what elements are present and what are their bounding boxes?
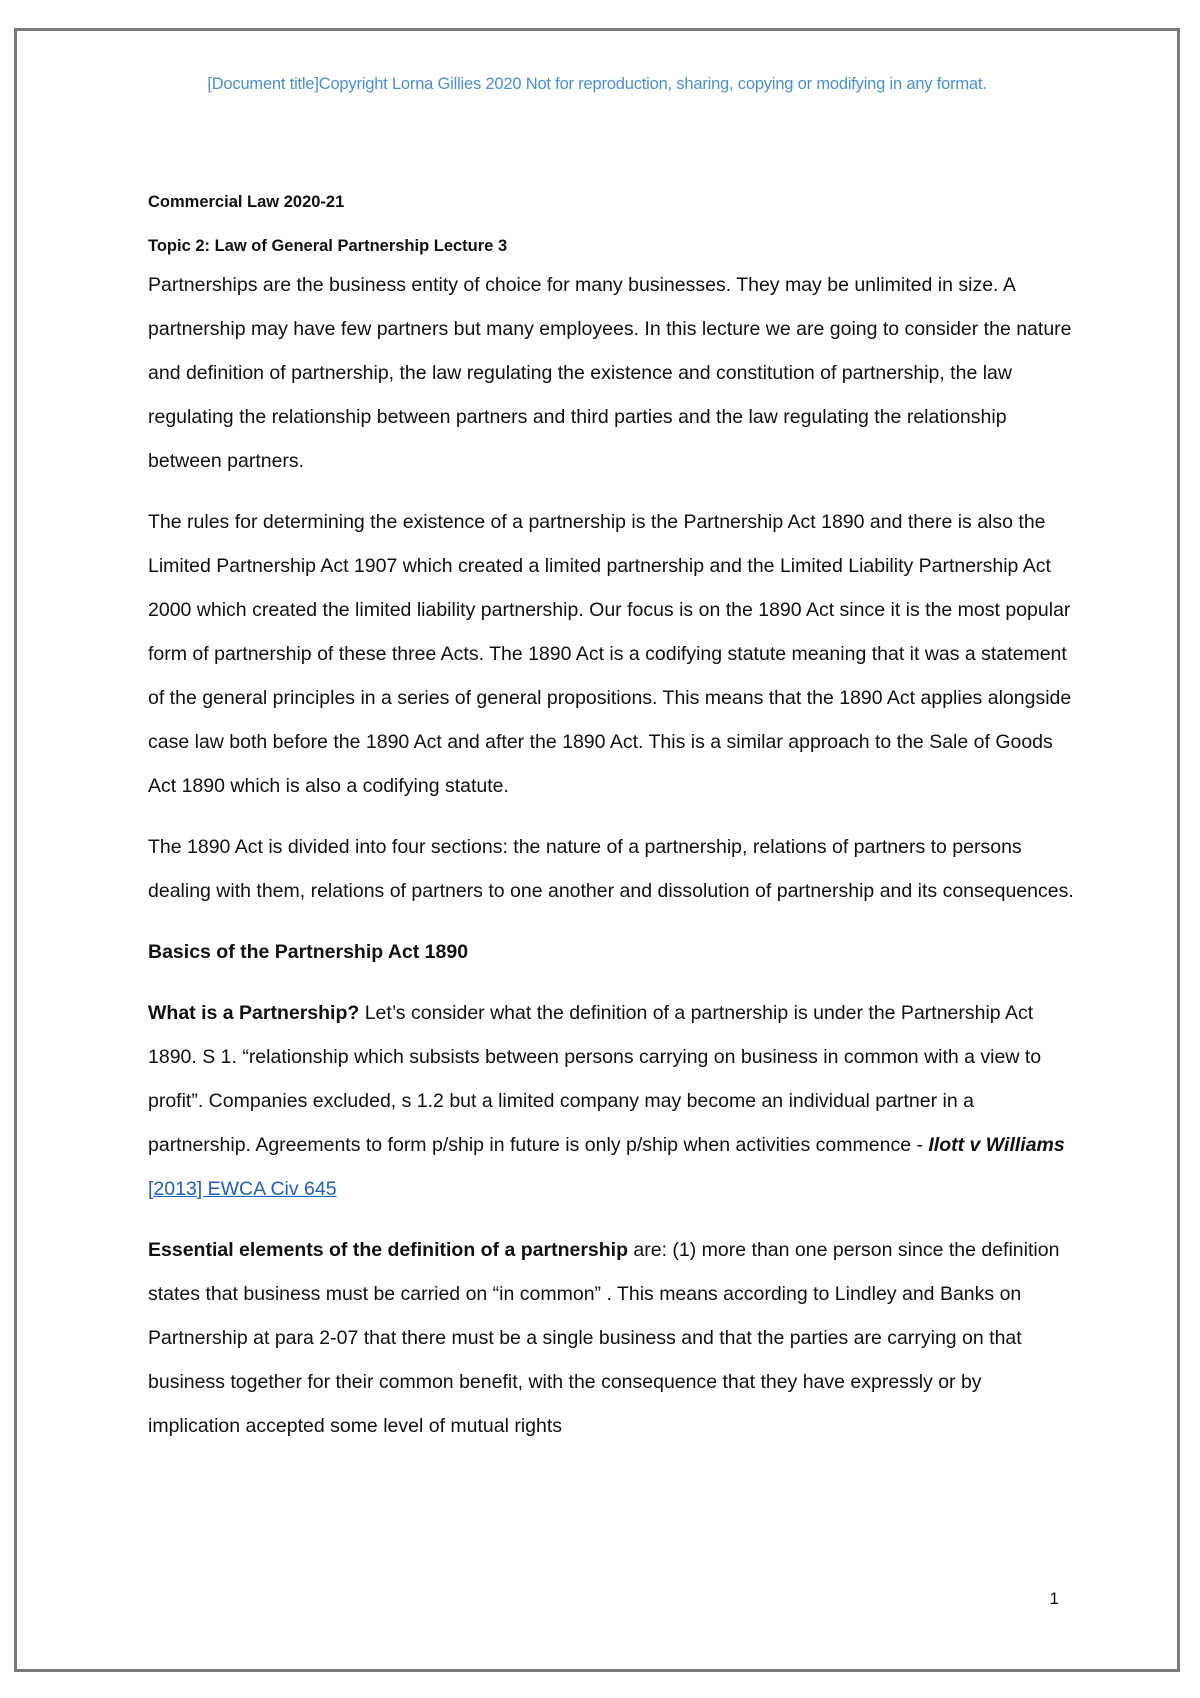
paragraph-intro: Partnerships are the business entity of choice for many businesses. They may be unlimited in size. A partnership may have few partners but many employees. In this lecture we are going to consider the nature and definition of partnership, the law regulating the existence and constitution of partnership, the law regulating the relationship between partners and third parties and the law regulating the relationship between partners. — [148, 274, 1072, 472]
page-number: 1 — [1049, 1589, 1059, 1608]
paragraph-sections: The 1890 Act is divided into four sections: the nature of a partnership, relations of partners to persons dealing with them, relations of partners to one another and dissolution of partnership and its consequences. — [148, 836, 1074, 902]
course-title: Commercial Law 2020-21 — [148, 193, 345, 211]
document-page — [14, 28, 1180, 1672]
paragraph-definition — [148, 991, 1078, 1211]
document-header: [Document title]Copyright Lorna Gillies 2020 Not for reproduction, sharing, copying or modifying in any format. — [207, 75, 987, 93]
essential-elements-text: are: (1) more than one person since the definition states that business must be carried on “in common” . This means according to Lindley and Banks on Partnership at para 2-07 that there must be a single business and that the parties are carrying on that business together for their common benefit, with the consequence that they have expressly or by implication accepted some level of mutual rights — [148, 1239, 1060, 1437]
definition-text: Let’s consider what the definition of a partnership is under the Partnership Act 1890. S 1. “relationship which subsists between persons carrying on business in common with a view to profit”. Companies excluded, s 1.2 but a limited company may become an individual partner in a partnership. Agreements to form p/ship in future is only p/ship when activities commence - — [148, 1002, 1042, 1156]
essential-elements-lead: Essential elements of the definition of a partnership — [148, 1239, 628, 1261]
definition-lead: What is a Partnership? — [148, 1002, 360, 1024]
paragraph-rules: The rules for determining the existence of a partnership is the Partnership Act 1890 and there is also the Limited Partnership Act 1907 which created a limited partnership and the Limited Liability Partnership Act 2000 which created the limited liability partnership. Our focus is on the 1890 Act since it is the most popular form of partnership of these three Acts. The 1890 Act is a codifying statute meaning that it was a statement of the general principles in a series of general propositions. This means that the 1890 Act applies alongside case law both before the 1890 Act and after the 1890 Act. This is a similar approach to the Sale of Goods Act 1890 which is also a codifying statute. — [148, 511, 1072, 797]
case-citation-link[interactable]: [2013] EWCA Civ 645 — [148, 1178, 337, 1200]
case-name: Ilott v Williams — [928, 1134, 1065, 1156]
section-heading: Basics of the Partnership Act 1890 — [148, 941, 469, 963]
topic-title: Topic 2: Law of General Partnership Lecture 3 — [148, 237, 508, 255]
document-body — [148, 191, 1078, 1448]
paragraph-essential-elements — [148, 1228, 1078, 1448]
